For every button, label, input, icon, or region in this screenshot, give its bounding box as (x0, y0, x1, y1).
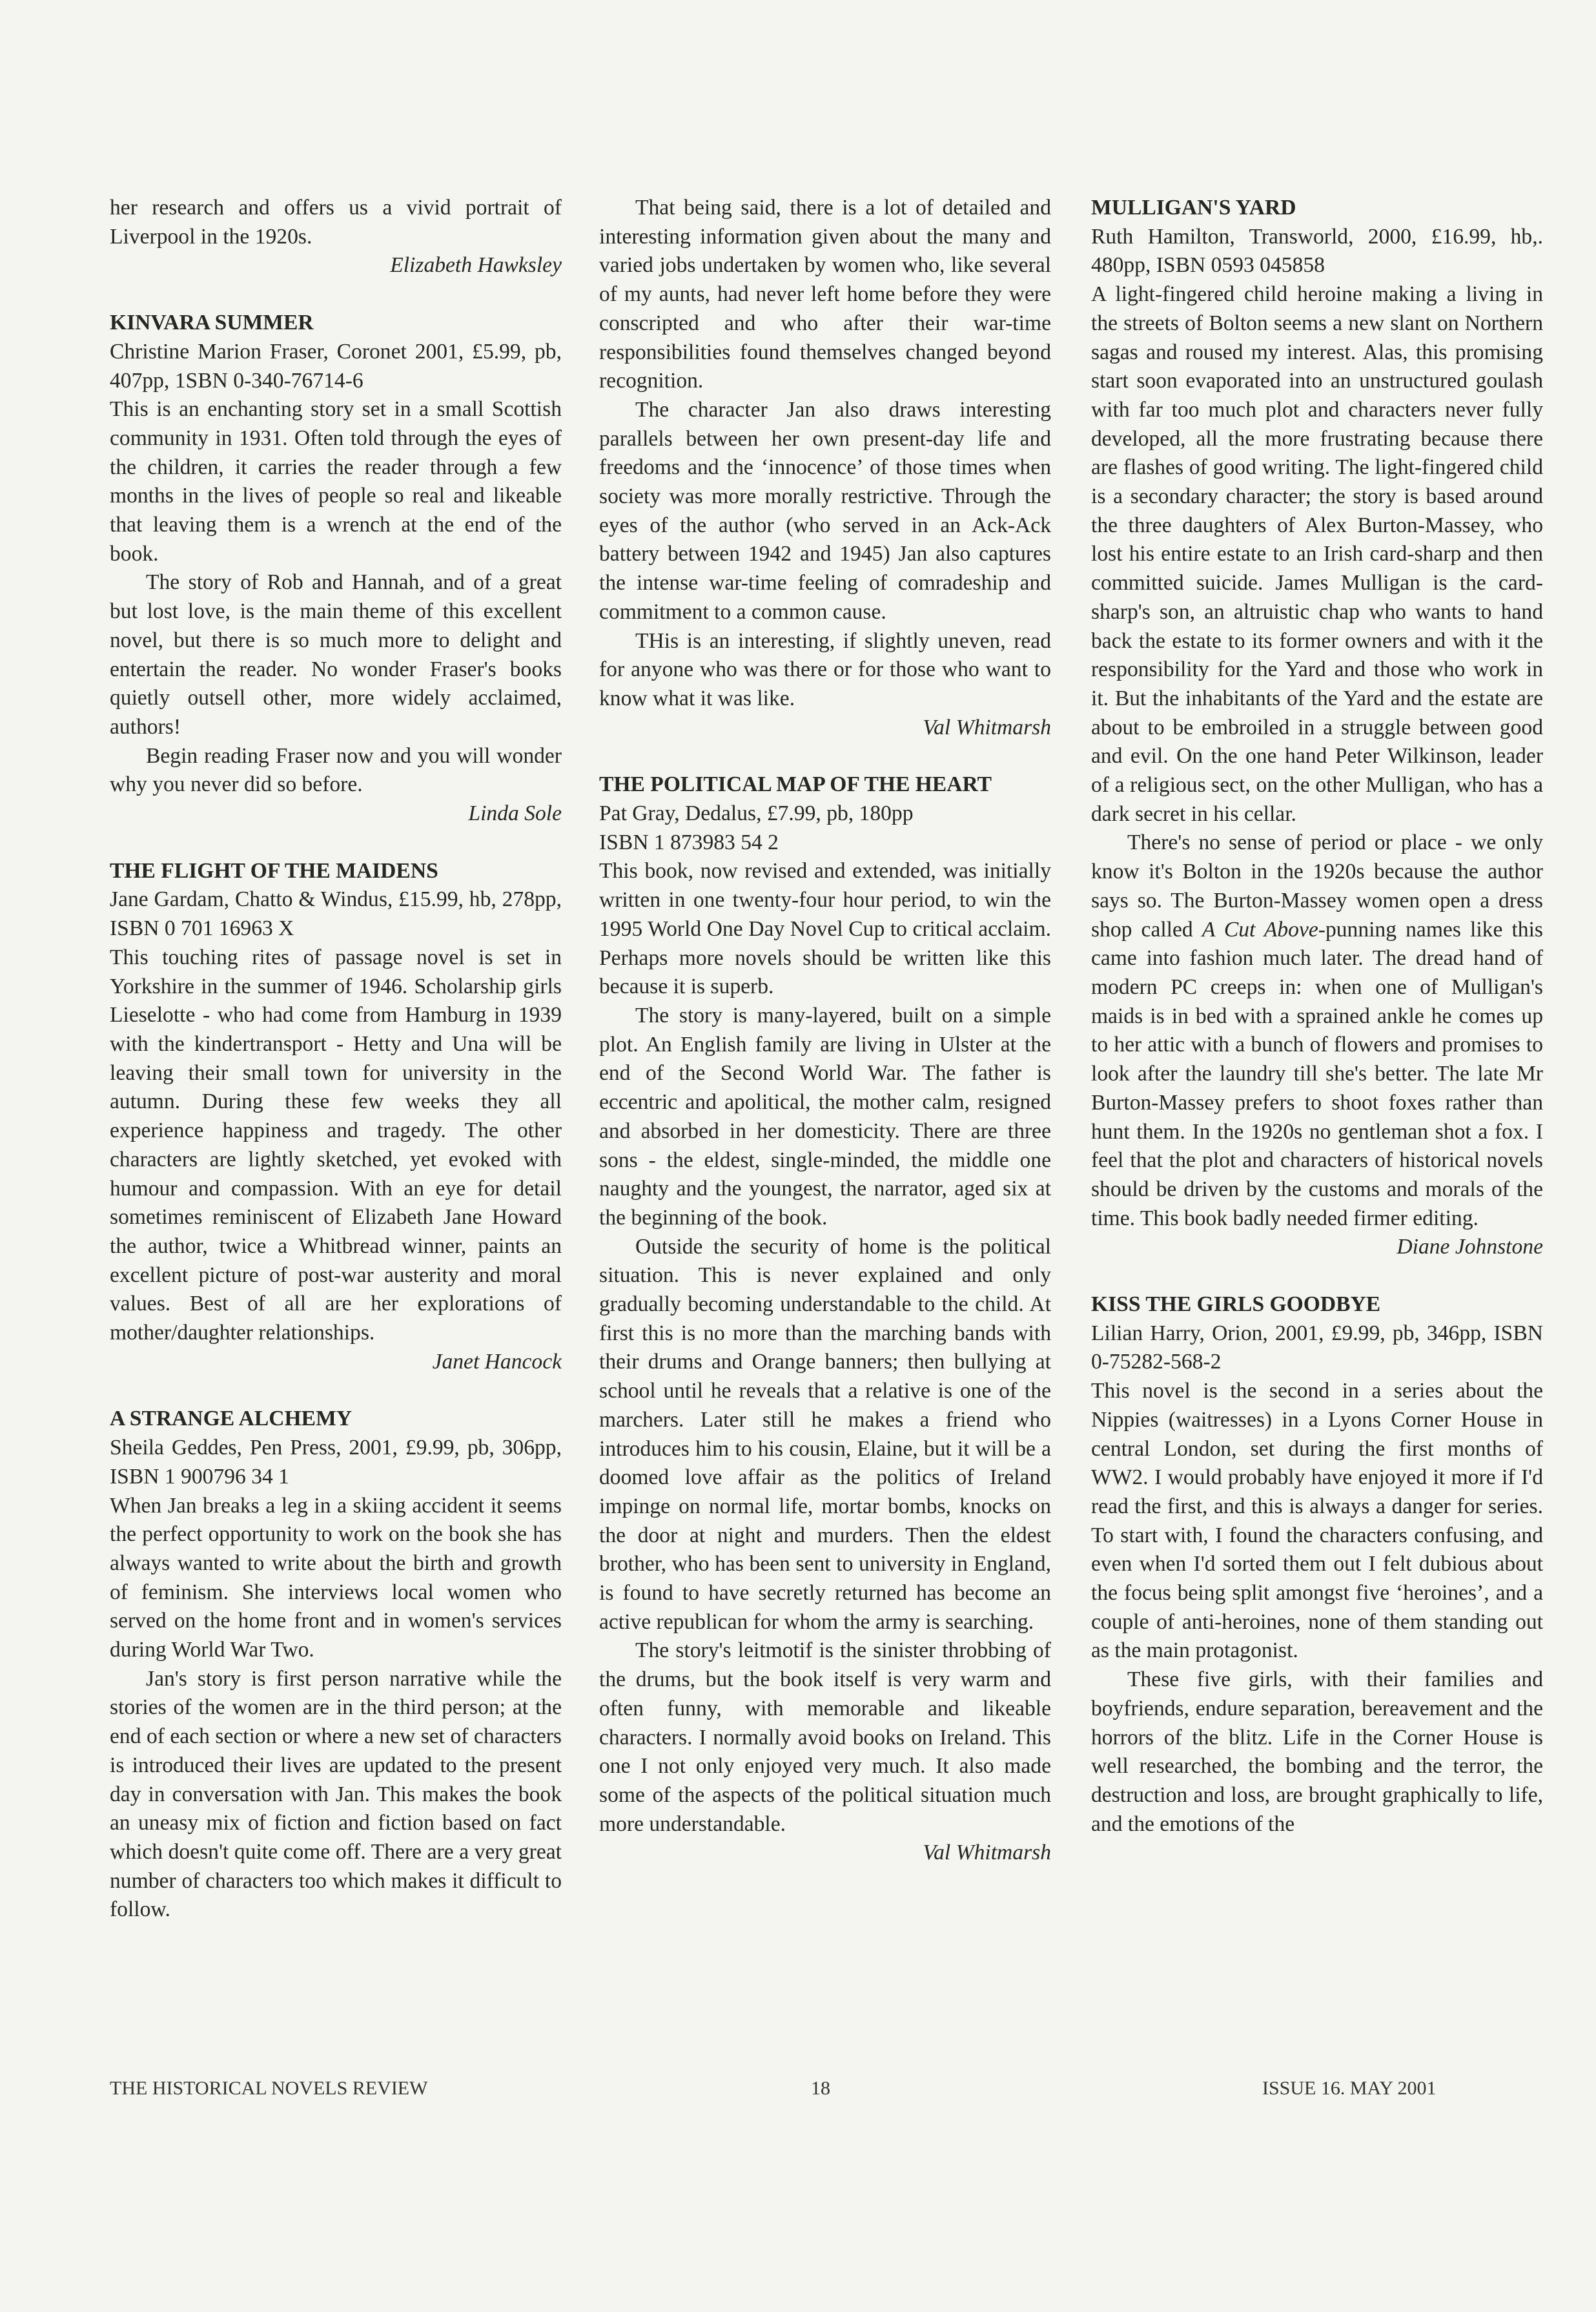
review-title: KINVARA SUMMER (110, 311, 314, 335)
review-text: This is an enchanting story set in a small Scottish community in 1931. Often told through the eyes of the children, it carries the reader through a few months in the lives of people so real and likeable that leaving them is a wrench at the end of the book. (110, 397, 562, 566)
review-text: Jan's story is first person narrative while the stories of the women are in the third person; at the end of each section or where a new set of characters is introduced their lives are updated to the present day in conversation with Jan. This makes the book an uneasy mix of fiction and fiction based on fact which doesn't quite come off. There are a very great number of characters too which makes it difficult to follow. (110, 1666, 562, 1922)
book-details: Jane Gardam, Chatto & Windus, £15.99, hb, 278pp, ISBN 0 701 16963 X (110, 887, 562, 941)
book-details: Lilian Harry, Orion, 2001, £9.99, pb, 346pp, ISBN 0-75282-568-2 (1091, 1321, 1543, 1374)
review-text: A light-fingered child heroine making a living in the streets of Bolton seems a new slant on Northern sagas and roused my interest. Alas, this promising start soon evaporated into an unstructured goulash with far too much plot and characters never fully developed, all the more frustrating because there are flashes of good writing. The light-fingered child is a secondary character; the story is based around the three daughters of Alex Burton-Massey, who lost his entire estate to an Irish card-sharp and then committed suicide. James Mulligan is the card-sharp's son, an altruistic chap who wants to hand back the estate to its former owners and with it the responsibility for the Yard and those who work in it. But the inhabitants of the Yard and the estate are about to be embroiled in a struggle between good and evil. On the one hand Peter Wilkinson, leader of a religious sect, on the other Mulligan, who has a dark secret in his cellar. (1091, 282, 1543, 826)
footer-page-number: 18 (811, 2078, 830, 2099)
review-title: A STRANGE ALCHEMY (110, 1407, 353, 1431)
reviewer-name: Linda Sole (468, 801, 562, 826)
review-text: When Jan breaks a leg in a skiing accident it seems the perfect opportunity to work on the book she has always wanted to write about the birth and growth of feminism. She interviews local women who served on the home front and in women's services during World War Two. (110, 1493, 562, 1662)
review-text: Begin reading Fraser now and you will wonder why you never did so before. (110, 743, 562, 797)
book-details: Pat Gray, Dedalus, £7.99, pb, 180pp (599, 801, 914, 826)
review-text (1091, 829, 1543, 1233)
book-details: Christine Marion Fraser, Coronet 2001, £5.99, pb, 407pp, 1SBN 0-340-76714-6 (110, 339, 562, 393)
review-text: That being said, there is a lot of detailed and interesting information given about the many and varied jobs undertaken by women who, like several of my aunts, had never left home before they were conscripted and who after their war-time responsibilities found themselves changed beyond recognition. (599, 196, 1051, 393)
book-title-italic: A Cut Above (1202, 917, 1318, 942)
review-title: THE FLIGHT OF THE MAIDENS (110, 858, 438, 883)
review-text: The story's leitmotif is the sinister throbbing of the drums, but the book itself is very warm and often funny, with memorable and likeable characters. I normally avoid books on Ireland. This one I not only enjoyed very much. It also made some of the aspects of the political situation much more understandable. (599, 1638, 1051, 1836)
book-isbn: ISBN 1 873983 54 2 (599, 830, 779, 854)
review-text: This touching rites of passage novel is set in Yorkshire in the summer of 1946. Scholarship girls Lieselotte - who had come from Hamburg in 1939 with the kindertransport - Hetty and Una will be leaving their small town for university in the autumn. During these few weeks they all experience happiness and tragedy. The other characters are lightly sketched, yet evoked with humour and compassion. With an eye for detail sometimes reminiscent of Elizabeth Jane Howard the author, twice a Whitbread winner, paints an excellent picture of post-war austerity and moral values. Best of all are her explorations of mother/daughter relationships. (110, 945, 562, 1345)
review-text: This novel is the second in a series about the Nippies (waitresses) in a Lyons Corner House in central London, set during the first months of WW2. I would probably have enjoyed it more if I'd read the first, and this is always a danger for series. To start with, I found the characters confusing, and even when I'd sorted them out I felt dubious about the focus being split amongst five ‘heroines’, and a couple of anti-heroines, none of them standing out as the main protagonist. (1091, 1379, 1543, 1663)
reviewer-name: Elizabeth Hawksley (390, 253, 562, 278)
book-details: Sheila Geddes, Pen Press, 2001, £9.99, pb, 306pp, ISBN 1 900796 34 1 (110, 1436, 562, 1489)
reviewer-name: Val Whitmarsh (923, 1841, 1051, 1865)
review-text: her research and offers us a vivid portrait of Liverpool in the 1920s. (110, 196, 562, 249)
review-text: The story is many-layered, built on a simple plot. An English family are living in Ulster at the end of the Second World War. The father is eccentric and apolitical, the mother calm, resigned and absorbed in her domesticity. There are three sons - the eldest, single-minded, the middle one naughty and the youngest, the narrator, aged six at the beginning of the book. (599, 1003, 1051, 1230)
reviewer-name: Janet Hancock (432, 1349, 562, 1374)
column-left (110, 194, 562, 1925)
review-text: This book, now revised and extended, was initially written in one twenty-four hour period, to win the 1995 World One Day Novel Cup to critical acclaim. Perhaps more novels should be written like this because it is superb. (599, 859, 1051, 999)
review-text: The character Jan also draws interesting parallels between her own present-day life and freedoms and the ‘innocence’ of those times when society was more morally restrictive. Through the eyes of the author (who served in an Ack-Ack battery between 1942 and 1945) Jan also captures the intense war-time feeling of comradeship and commitment to a common cause. (599, 397, 1051, 624)
review-text: These five girls, with their families and boyfriends, endure separation, bereavement and the horrors of the blitz. Life in the Corner House is well researched, the bombing and the terror, the destruction and loss, are brought graphically to life, and the emotions of the (1091, 1667, 1543, 1836)
column-middle (599, 194, 1051, 1868)
review-text-part: -punning names like this came into fashion much later. The dread hand of modern PC creeps in: when one of Mulligan's maids is in bed with a sprained ankle he comes up to her attic with a bunch of flowers and promises to look after the laundry till she's better. The late Mr Burton-Massey prefers to shoot foxes rather than hunt them. In the 1920s no gentleman shot a fox. I feel that the plot and characters of historical novels should be driven by the customs and morals of the time. This book badly needed firmer editing. (1091, 917, 1543, 1230)
review-text-part: There's no sense of period or place - we only know it's Bolton in the 1920s because the author says so. The Burton-Massey women open a dress shop called (1091, 831, 1543, 942)
review-text: The story of Rob and Hannah, and of a great but lost love, is the main theme of this excellent novel, but there is so much more to delight and entertain the reader. No wonder Fraser's books quietly outsell other, more widely acclaimed, authors! (110, 570, 562, 739)
review-title: KISS THE GIRLS GOODBYE (1091, 1292, 1381, 1317)
reviewer-name: Val Whitmarsh (923, 715, 1051, 739)
reviewer-name: Diane Johnstone (1396, 1235, 1543, 1259)
review-title: MULLIGAN'S YARD (1091, 196, 1296, 220)
review-title: THE POLITICAL MAP OF THE HEART (599, 772, 992, 797)
column-right (1091, 194, 1543, 1839)
review-text: THis is an interesting, if slightly uneven, read for anyone who was there or for those who want to know what it was like. (599, 628, 1051, 710)
review-text: Outside the security of home is the political situation. This is never explained and only gradually becoming understandable to the child. At first this is no more than the marching bands with their drums and Orange banners; then bullying at school until he reveals that a relative is one of the marchers. Later still he makes a friend who introduces him to his cousin, Elaine, but it will be a doomed love affair as the politics of Ireland impinge on normal life, mortar bombs, knocks on the door at night and murders. Then the eldest brother, who has been sent to university in England, is found to have secretly returned has become an active republican for whom the army is searching. (599, 1234, 1051, 1634)
book-details: Ruth Hamilton, Transworld, 2000, £16.99, hb,. 480pp, ISBN 0593 045858 (1091, 224, 1543, 278)
footer-issue: ISSUE 16. MAY 2001 (1262, 2078, 1437, 2099)
footer-publication: THE HISTORICAL NOVELS REVIEW (110, 2078, 428, 2099)
